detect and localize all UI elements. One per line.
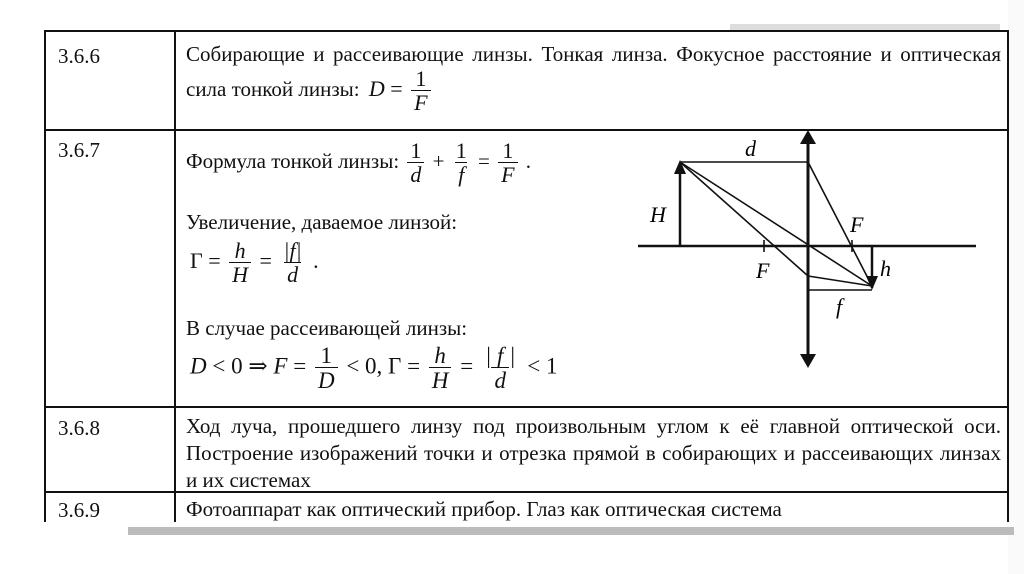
- table-left-border: [44, 30, 46, 522]
- diverging-lens-formula: D < 0 ⇒ F = $\frac{1}{D}$ < 0, Γ = $\frac{h}{H}$ = $\frac{| f |}{d}$ < 1: [190, 343, 558, 393]
- thin-lens-formula: Формула тонкой линзы: $\frac{1}{d}$ + $\frac{1}{f}$ = $\frac{1}{F}$ .: [186, 138, 532, 187]
- magnification-formula: Γ = $\frac{h}{H}$ = $\frac{|f|}{d}$ .: [190, 238, 319, 287]
- diverging-lens-label: В случае рассеивающей линзы:: [186, 316, 468, 340]
- right-edge: [1008, 0, 1024, 574]
- row-number: 3.6.6: [58, 44, 100, 68]
- fraction: $\frac{1}{F}$: [411, 68, 430, 114]
- row-text-lenses: [186, 41, 1001, 129]
- optical-power-formula: D = $\frac{1}{F}$: [369, 76, 434, 101]
- label-d: d: [745, 136, 756, 161]
- table-right-border: [1007, 30, 1009, 522]
- ray-focus: [680, 162, 808, 276]
- ray-center: [680, 162, 872, 286]
- ray-focus-out: [808, 276, 872, 286]
- label-f: f: [836, 294, 843, 319]
- row-divider: [44, 406, 1009, 408]
- row-text-camera: Фотоаппарат как оптический прибор. Глаз как оптическая система: [186, 497, 782, 521]
- lens-ray-diagram: [630, 126, 980, 376]
- magnification-label: Увеличение, даваемое линзой:: [186, 210, 458, 234]
- label-H: H: [650, 202, 666, 227]
- label-F-right: F: [850, 212, 864, 237]
- row-number: 3.6.7: [58, 138, 100, 162]
- bottom-shadow: [128, 527, 1014, 535]
- label-h: h: [880, 256, 891, 281]
- lens-description: Собирающие и рассеивающие линзы. Тонкая линза. Фокусное расстояние и оптическая сила тонкой линзы:: [186, 42, 1001, 102]
- row-text-ray-path: Ход луча, прошедшего линзу под произвольным углом к её главной оптической оси. Построение изображений точки и отрезка прямой в собирающих и рассеивающих линзах и их системах: [186, 414, 1001, 492]
- row-number: 3.6.9: [58, 498, 100, 522]
- row-number: 3.6.8: [58, 416, 100, 440]
- table-top-border: [44, 30, 1009, 32]
- lens-arrow-top: [800, 130, 816, 144]
- label-F-left: F: [756, 258, 770, 283]
- table-column-divider: [174, 30, 176, 522]
- lens-arrow-bottom: [800, 354, 816, 368]
